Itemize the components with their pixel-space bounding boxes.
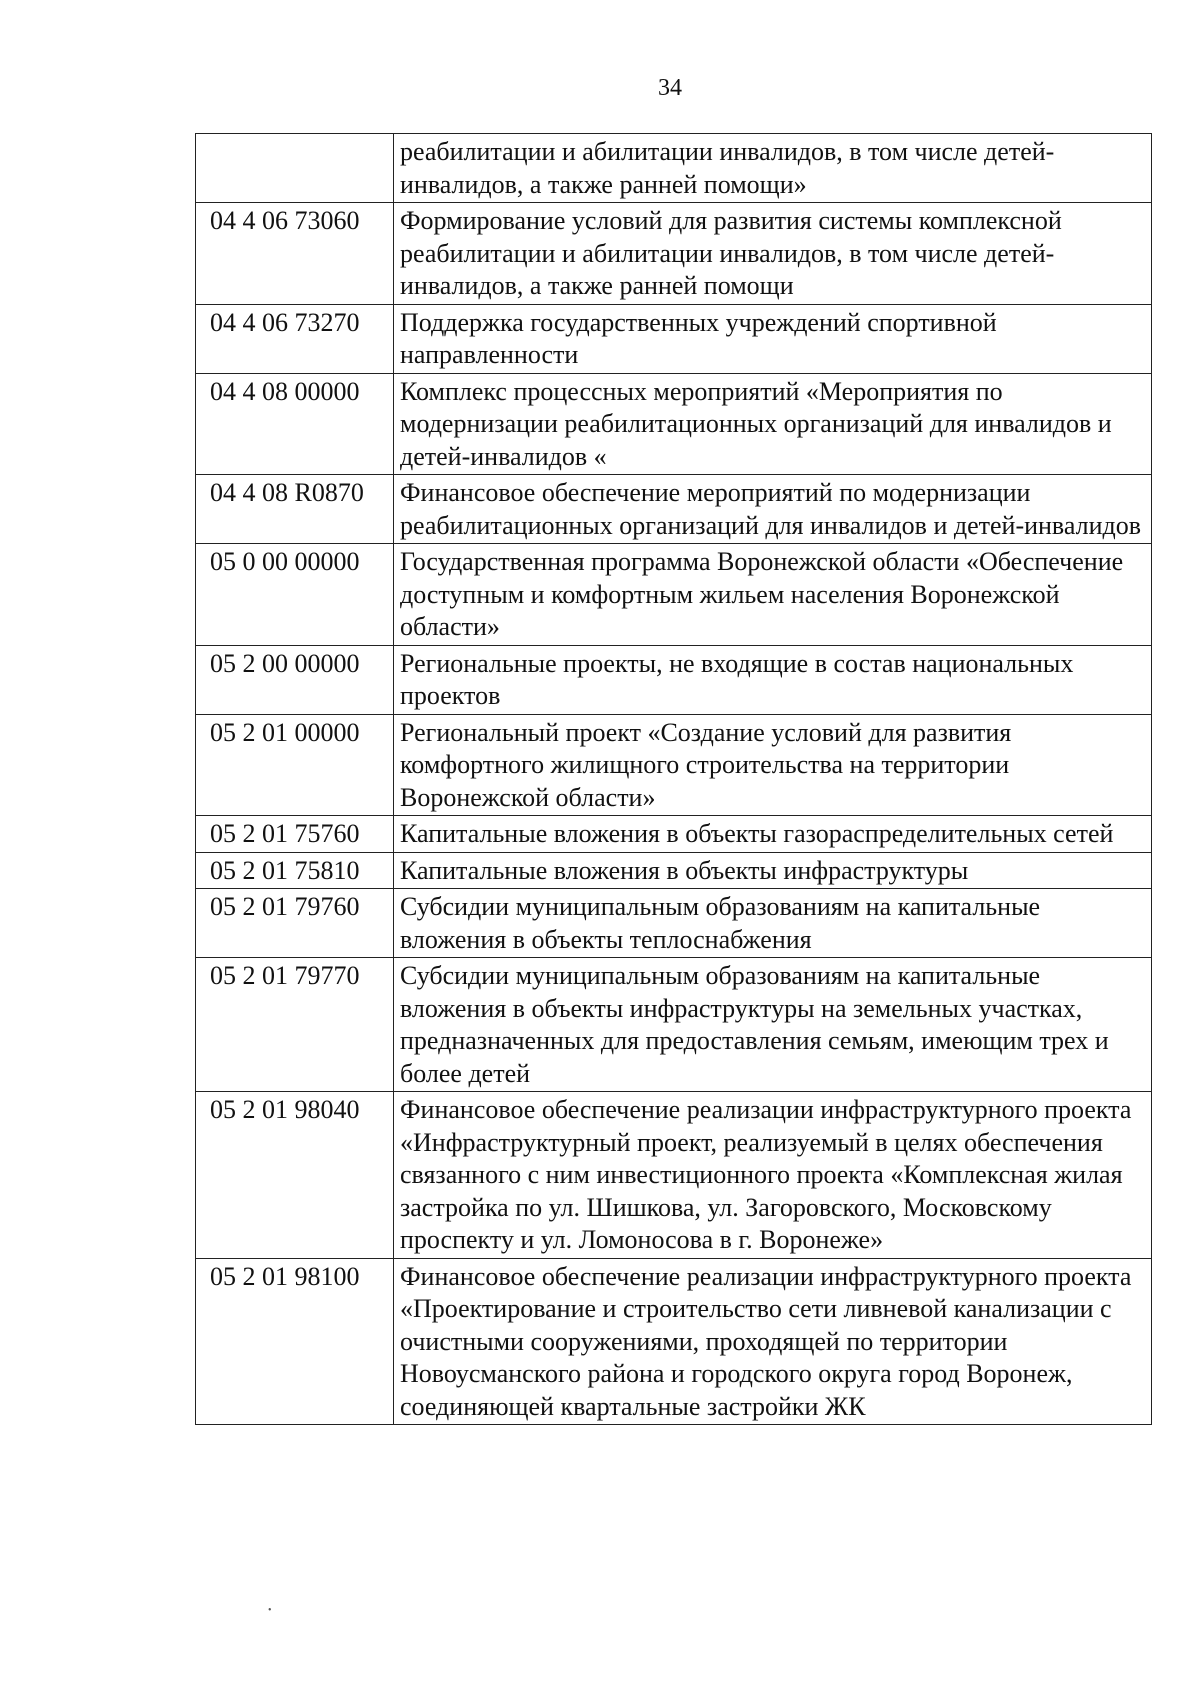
table-row	[196, 645, 1152, 714]
row-code: 04 4 06 73060	[196, 203, 394, 305]
table-row	[196, 1258, 1152, 1425]
row-code: 05 2 01 79760	[196, 889, 394, 958]
row-description: Финансовое обеспечение мероприятий по модернизации реабилитационных организаций для инвалидов и детей-инвалидов	[394, 475, 1152, 544]
table-row	[196, 714, 1152, 816]
table-row	[196, 475, 1152, 544]
scan-speck: •	[268, 1605, 272, 1616]
row-description: Региональные проекты, не входящие в состав национальных проектов	[394, 645, 1152, 714]
row-description: Капитальные вложения в объекты газораспределительных сетей	[394, 816, 1152, 853]
table-row	[196, 304, 1152, 373]
row-code: 05 2 01 75760	[196, 816, 394, 853]
table-row	[196, 889, 1152, 958]
row-code: 05 2 01 79770	[196, 958, 394, 1092]
row-code: 05 2 00 00000	[196, 645, 394, 714]
table-row	[196, 203, 1152, 305]
row-code: 04 4 06 73270	[196, 304, 394, 373]
row-code	[196, 134, 394, 203]
row-code: 05 2 01 00000	[196, 714, 394, 816]
row-description: Формирование условий для развития системы комплексной реабилитации и абилитации инвалидов, в том числе детей-инвалидов, а также ранней помощи	[394, 203, 1152, 305]
row-code: 04 4 08 R0870	[196, 475, 394, 544]
row-description: Государственная программа Воронежской области «Обеспечение доступным и комфортным жильем населения Воронежской области»	[394, 544, 1152, 646]
row-code: 05 2 01 75810	[196, 852, 394, 889]
budget-classification-table	[195, 133, 1152, 1425]
row-description: Региональный проект «Создание условий для развития комфортного жилищного строительства на территории Воронежской области»	[394, 714, 1152, 816]
row-code: 05 2 01 98040	[196, 1092, 394, 1259]
table-row	[196, 958, 1152, 1092]
row-code: 05 2 01 98100	[196, 1258, 394, 1425]
table-row	[196, 1092, 1152, 1259]
row-description: Поддержка государственных учреждений спортивной направленности	[394, 304, 1152, 373]
row-description: Финансовое обеспечение реализации инфраструктурного проекта «Инфраструктурный проект, реализуемый в целях обеспечения связанного с ним инвестиционного проекта «Комплексная жилая застройка по ул. Шишкова, ул. Загоровского, Московскому проспекту и ул. Ломоносова в г. Воронеже»	[394, 1092, 1152, 1259]
row-code: 04 4 08 00000	[196, 373, 394, 475]
table-row	[196, 816, 1152, 853]
table-row	[196, 373, 1152, 475]
row-description: Финансовое обеспечение реализации инфраструктурного проекта «Проектирование и строительство сети ливневой канализации с очистными сооружениями, проходящей по территории Новоусманского района и городского округа город Воронеж, соединяющей квартальные застройки ЖК	[394, 1258, 1152, 1425]
table-row	[196, 544, 1152, 646]
row-description: Комплекс процессных мероприятий «Мероприятия по модернизации реабилитационных организаций для инвалидов и детей-инвалидов «	[394, 373, 1152, 475]
page-number: 34	[658, 75, 682, 101]
row-description: Субсидии муниципальным образованиям на капитальные вложения в объекты теплоснабжения	[394, 889, 1152, 958]
row-description: Капитальные вложения в объекты инфраструктуры	[394, 852, 1152, 889]
table-row	[196, 852, 1152, 889]
table-row	[196, 134, 1152, 203]
row-description: реабилитации и абилитации инвалидов, в том числе детей-инвалидов, а также ранней помощи»	[394, 134, 1152, 203]
row-description: Субсидии муниципальным образованиям на капитальные вложения в объекты инфраструктуры на земельных участках, предназначенных для предоставления семьям, имеющим трех и более детей	[394, 958, 1152, 1092]
row-code: 05 0 00 00000	[196, 544, 394, 646]
